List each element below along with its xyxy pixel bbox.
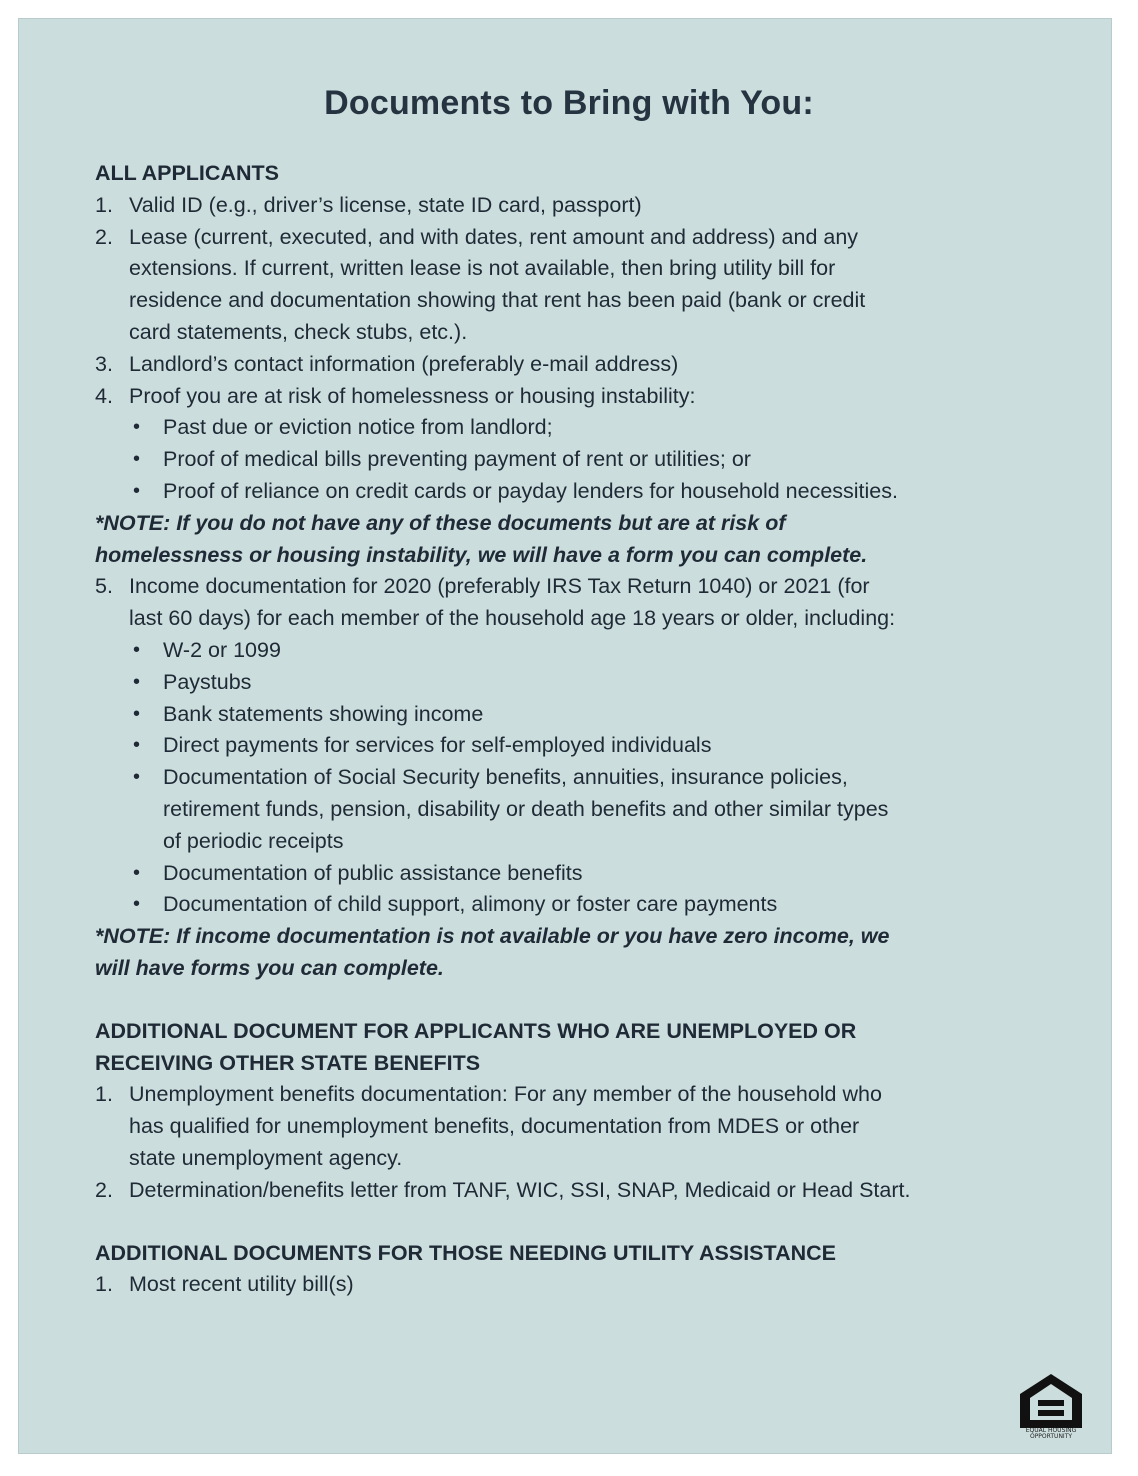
bullet-icon: • [133,479,141,502]
list-item-text: residence and documentation showing that rent has been paid (bank or credit [129,288,866,313]
list-item: 4. Proof you are at risk of homelessness or housing instability: • Past due or eviction notice from landlord; • Proof of medical bills preventing payment of rent or utilities; or • Proof of reliance on credit cards or payday lenders for household necessities. [95,381,1055,508]
list-item-text: state unemployment agency. [129,1145,403,1170]
list-item: 1. Unemployment benefits documentation: For any member of the household who has qualified for unemployment benefits, documentation from MDES or other state unemployment agency. [95,1079,1055,1174]
note: *NOTE: If income documentation is not available or you have zero income, we will have forms you can complete. [95,924,890,980]
list-item-text: has qualified for unemployment benefits, documentation from MDES or other [129,1114,860,1139]
bullet-item: • Documentation of public assistance benefits [95,858,1055,890]
section-heading-unemployed-cont: RECEIVING OTHER STATE BENEFITS [95,1050,481,1075]
bullet-icon: • [133,734,141,757]
bullet-icon: • [133,702,141,725]
document-content [95,158,1055,1301]
list-item-text: last 60 days) for each member of the household age 18 years or older, including: [129,606,896,631]
bullet-icon: • [133,638,141,661]
bullet-item: • Past due or eviction notice from landlord; [95,412,1055,444]
bullet-item: • Proof of reliance on credit cards or payday lenders for household necessities. [95,476,1055,508]
list-item-text: extensions. If current, written lease is not available, then bring utility bill for [129,256,836,281]
bullet-item: • Bank statements showing income [95,699,1055,731]
equal-housing-caption: EQUAL HOUSING OPPORTUNITY [1025,1427,1077,1440]
list-item-text: Lease (current, executed, and with dates, rent amount and address) and any [129,224,859,249]
section-heading-unemployed: ADDITIONAL DOCUMENT FOR APPLICANTS WHO ARE UNEMPLOYED OR [95,1018,857,1043]
list-item-text: Landlord’s contact information (preferably e-mail address) [129,351,679,376]
list-item: 2. Lease (current, executed, and with dates, rent amount and address) and any extensions. If current, written lease is not available, then bring utility bill for residence and documentation showing that rent has been paid (bank or credit card statements, check stubs, etc.). [95,222,1055,349]
list-item-text: card statements, check stubs, etc.). [129,319,468,344]
bullet-item: • W-2 or 1099 [95,635,1055,667]
bullet-item: • Proof of medical bills preventing payment of rent or utilities; or [95,444,1055,476]
list-item-text: Most recent utility bill(s) [129,1272,354,1297]
bullet-item: • Paystubs [95,667,1055,699]
list-item: 1. Most recent utility bill(s) [95,1269,1055,1301]
bullet-icon: • [133,893,141,916]
page-title: Documents to Bring with You: [324,84,814,122]
bullet-icon: • [133,766,141,789]
section-heading-all-applicants: ALL APPLICANTS [95,161,279,185]
note: *NOTE: If you do not have any of these documents but are at risk of homelessness or housing instability, we will have a form you can complete. [95,510,868,567]
bullet-item: • Direct payments for services for self-employed individuals [95,730,1055,762]
bullet-item: • Documentation of child support, alimony or foster care payments [95,889,1055,921]
section-heading-utility: ADDITIONAL DOCUMENTS FOR THOSE NEEDING UTILITY ASSISTANCE [95,1240,836,1265]
list-item: 2. Determination/benefits letter from TANF, WIC, SSI, SNAP, Medicaid or Head Start. [95,1175,1055,1207]
list-item-text: Proof you are at risk of homelessness or housing instability: [129,383,696,408]
bullet-item: • Documentation of Social Security benefits, annuities, insurance policies, [95,762,1055,794]
bullet-icon: • [133,861,141,884]
list-item: 3. Landlord’s contact information (preferably e-mail address) [95,349,1055,381]
bullet-icon: • [133,670,141,693]
bullet-icon: • [133,416,141,439]
list-item-text: Determination/benefits letter from TANF, WIC, SSI, SNAP, Medicaid or Head Start. [129,1177,911,1202]
list-item-text: Income documentation for 2020 (preferably IRS Tax Return 1040) or 2021 (for [129,574,870,599]
list-item: 5. Income documentation for 2020 (preferably IRS Tax Return 1040) or 2021 (for last 60 days) for each member of the household age 18 years or older, including: • W-2 or 1099 • Paystubs • Bank statements showing income • Direct payments for services for self-employed individuals • Documentation of Social Security benefits, annuities, insurance policies, retirement funds, pension, disability or death benefits and other similar types of periodic receipts • Documentation of public assistance benefits • Documentation of child support, alimony or foster care payments [95,571,1055,921]
list-item: 1. Valid ID (e.g., driver’s license, state ID card, passport) [95,190,1055,222]
list-item-text: Valid ID (e.g., driver’s license, state ID card, passport) [129,192,642,217]
bullet-icon: • [133,448,141,471]
list-item-text: Unemployment benefits documentation: For any member of the household who [129,1082,882,1107]
